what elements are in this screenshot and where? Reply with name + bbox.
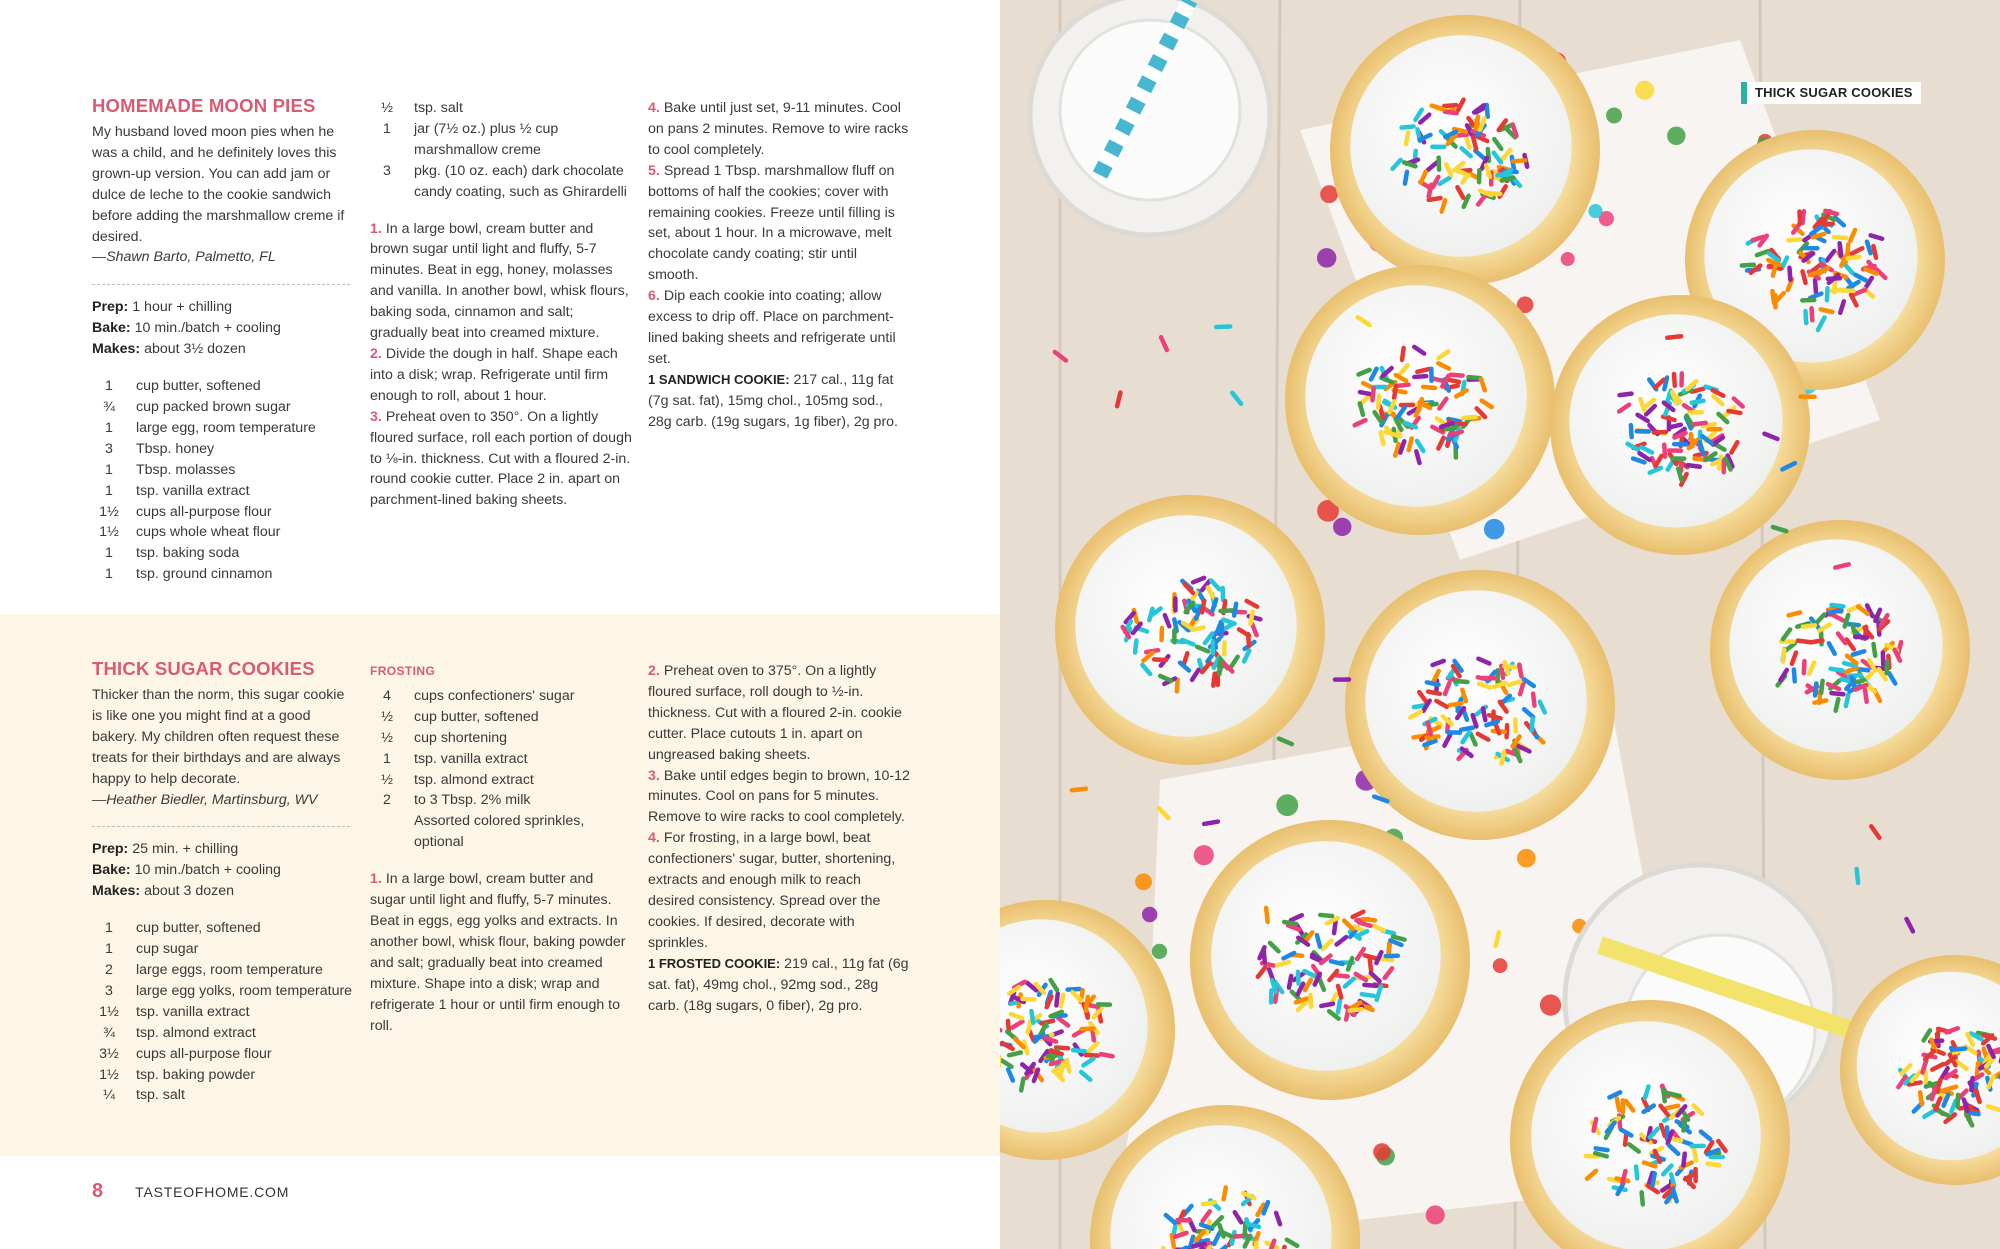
- sprinkle: [1683, 1154, 1684, 1166]
- sprinkle: [1831, 693, 1843, 694]
- ingredient-list: [92, 918, 354, 1106]
- sprinkle: [1405, 172, 1407, 184]
- sprinkle: [1362, 994, 1374, 996]
- ingredient-item: 1½ cups whole wheat flour: [99, 524, 281, 541]
- site-url: TASTEOFHOME.COM: [135, 1183, 290, 1200]
- sprinkle: [1402, 348, 1404, 360]
- bake-time: Bake: 10 min./batch + cooling: [92, 862, 281, 879]
- recipe-step: 3. Preheat oven to 350°. On a lightly floured surface, roll each portion of dough to ⅛-in. thickness. Cut with a floured 2-in. round cookie cutter. Place 2 in. apart on parchment-lined baking sheets.: [370, 408, 632, 509]
- frosting-ingredient-list: [370, 686, 632, 853]
- sprinkle: [1248, 634, 1249, 646]
- sprinkle: [1803, 625, 1815, 626]
- sprinkle: [1427, 682, 1439, 684]
- sprinkle: [1497, 174, 1509, 175]
- recipe-step: 5. Spread 1 Tbsp. marshmallow fluff on bottoms of half the cookies; cover with remaining cookies. Freeze until filling is set, about 1 hour. In a microwave, melt chocolate candy coating; stir until smooth.: [648, 162, 895, 284]
- sprinkle: [1798, 641, 1810, 642]
- sprinkle: [1652, 1173, 1654, 1185]
- sprinkle: [1958, 1095, 1959, 1107]
- sprinkle: [1372, 388, 1373, 400]
- sprinkle: [1363, 919, 1375, 920]
- sprinkle: [1971, 1078, 1972, 1090]
- frosted-cookie: [1710, 520, 1970, 780]
- sprinkle: [1072, 789, 1086, 790]
- sprinkle: [1264, 950, 1265, 962]
- sprinkle: [1488, 193, 1500, 194]
- sprinkle: [1729, 411, 1741, 413]
- sprinkle: [1202, 601, 1204, 613]
- sprinkle: [1692, 401, 1704, 403]
- sprinkle: [1284, 922, 1296, 924]
- napkin-dot: [1276, 794, 1298, 816]
- sprinkle: [1814, 700, 1826, 702]
- frosting-heading: FROSTING: [370, 664, 436, 678]
- sprinkle: [1855, 637, 1867, 638]
- sprinkle: [1688, 465, 1700, 467]
- ingredient-item: 1 Tbsp. molasses: [105, 461, 236, 478]
- sprinkle: [1865, 690, 1867, 702]
- sprinkle: [1846, 694, 1849, 706]
- sprinkle: [1631, 425, 1632, 437]
- recipe-step: 3. Bake until edges begin to brown, 10-12 minutes. Cool on pans for 5 minutes. Remove to wire racks to cool completely.: [648, 767, 910, 826]
- sprinkle: [1394, 386, 1396, 398]
- ingredient-item: 1 tsp. vanilla extract: [383, 750, 528, 767]
- sprinkle: [1977, 1063, 1978, 1075]
- sprinkle: [1898, 642, 1901, 654]
- recipe-step: 4. Bake until just set, 9-11 minutes. Cool on pans 2 minutes. Remove to wire racks to cool completely.: [648, 100, 909, 158]
- sprinkle: [1794, 669, 1795, 681]
- sprinkle: [1360, 392, 1372, 394]
- sprinkle: [1067, 1060, 1070, 1072]
- ingredient-item: 2 large eggs, room temperature: [105, 961, 323, 978]
- recipe-step: 2. Preheat oven to 375°. On a lightly floured surface, roll dough to ½-in. thickness. Cut with a floured 2-in. cookie cutter. Place cutouts 1 in. apart on ungreased baking sheets.: [648, 663, 902, 763]
- sprinkle: [1953, 1048, 1965, 1049]
- napkin-dot: [1317, 248, 1336, 267]
- sprinkle: [1825, 211, 1837, 214]
- sprinkle: [1321, 1004, 1333, 1006]
- nutrition-facts: 1 FROSTED COOKIE: 219 cal., 11g fat (6g sat. fat), 49mg chol., 92mg sod., 28g carb. (18g sugars, 0 fiber), 2g pro.: [648, 955, 909, 1014]
- sprinkle: [1101, 1054, 1113, 1056]
- sprinkle: [1429, 198, 1441, 200]
- napkin-dot: [1540, 994, 1561, 1015]
- sprinkle: [1381, 432, 1384, 444]
- sprinkle: [1360, 403, 1363, 415]
- sprinkle: [1678, 469, 1681, 481]
- sprinkle: [1694, 423, 1706, 425]
- sprinkle: [1359, 922, 1371, 925]
- sprinkle: [1827, 288, 1828, 300]
- sprinkle: [1489, 715, 1501, 718]
- sprinkle: [1834, 237, 1846, 238]
- sprinkle: [1464, 417, 1476, 418]
- ingredient-item: 1 tsp. vanilla extract: [105, 482, 250, 499]
- sugar-cookies-column-3: [648, 661, 910, 1016]
- sprinkle: [1317, 935, 1320, 947]
- sprinkle: [1468, 377, 1480, 378]
- sprinkle: [1451, 375, 1463, 376]
- sprinkle: [1393, 937, 1405, 940]
- sprinkle: [1789, 268, 1790, 280]
- sprinkle: [1666, 1106, 1678, 1108]
- sprinkle: [1456, 681, 1468, 682]
- recipe-title: HOMEMADE MOON PIES: [92, 95, 316, 116]
- sprinkle: [1664, 1089, 1665, 1101]
- sprinkle: [1847, 257, 1859, 259]
- sprinkle: [1154, 659, 1166, 660]
- sprinkle: [1203, 1202, 1215, 1204]
- ingredient-item: 3½ cups all-purpose flour: [99, 1045, 272, 1062]
- napkin-dot: [1194, 845, 1214, 865]
- ingredient-item: 3 Tbsp. honey: [105, 440, 215, 457]
- ingredient-item: ½ cup shortening: [381, 729, 508, 746]
- sprinkle: [1821, 224, 1833, 225]
- sprinkle: [1073, 1050, 1085, 1051]
- sprinkle: [1402, 126, 1414, 127]
- sprinkle: [1812, 308, 1813, 320]
- sprinkle: [1874, 644, 1876, 656]
- sprinkle: [1082, 1028, 1094, 1029]
- sprinkle: [1532, 719, 1533, 731]
- sprinkle: [1669, 425, 1681, 428]
- sprinkle: [1298, 972, 1299, 984]
- recipe-step: 1. In a large bowl, cream butter and sugar until light and fluffy, 5-7 minutes. Beat in eggs, egg yolks and extracts. In another bowl, whisk flour, baking powder and salt; gradually beat into creamed mixture. Shape into a disk; wrap and refrigerate 1 hour or until firm enough to roll.: [370, 871, 626, 1034]
- sprinkle: [1815, 280, 1816, 292]
- ingredient-item: 1 cup sugar: [105, 941, 199, 958]
- sprinkle: [1533, 694, 1534, 706]
- sprinkle: [1708, 1164, 1720, 1166]
- sprinkle: [1742, 265, 1754, 266]
- sprinkle: [1483, 708, 1485, 720]
- sprinkle: [1783, 650, 1784, 662]
- sprinkle: [1832, 290, 1844, 291]
- sprinkle: [1857, 869, 1858, 883]
- ingredient-item: 3 large egg yolks, room temperature: [105, 982, 353, 999]
- sprinkle: [1799, 212, 1800, 224]
- sprinkle: [1804, 661, 1805, 673]
- ingredient-item: ½ tsp. salt: [381, 100, 463, 116]
- page-number: 8: [92, 1180, 104, 1202]
- sprinkle: [1221, 624, 1222, 636]
- sprinkle: [1086, 997, 1088, 1011]
- sprinkle: [1694, 1149, 1696, 1161]
- sprinkle: [1502, 752, 1504, 764]
- sprinkle: [1009, 1053, 1021, 1056]
- sprinkle: [1021, 1079, 1023, 1091]
- sprinkle: [1417, 369, 1429, 372]
- sprinkle: [1461, 728, 1473, 730]
- nutrition-facts: 1 SANDWICH COOKIE: 217 cal., 11g fat (7g sat. fat), 15mg chol., 105mg sod., 28g carb. (19g sugars, 1g fiber), 2g pro.: [648, 371, 898, 430]
- napkin-dot: [1320, 185, 1338, 203]
- ingredient-item: 1½ tsp. baking powder: [99, 1066, 256, 1083]
- recipe-step: 2. Divide the dough in half. Shape each into a disk; wrap. Refrigerate until firm enough to roll, about 1 hour.: [370, 345, 618, 404]
- sprinkle: [1409, 438, 1412, 450]
- napkin-dot: [1152, 944, 1167, 959]
- ingredient-item: 1½ cups all-purpose flour: [99, 503, 272, 520]
- ingredient-list: [92, 376, 354, 585]
- sprinkle: [1803, 271, 1806, 283]
- sprinkle: [1266, 908, 1268, 922]
- sprinkle: [1378, 396, 1379, 408]
- sprinkle: [1428, 723, 1431, 735]
- sprinkle: [1370, 958, 1371, 970]
- ingredient-item: 1 tsp. ground cinnamon: [105, 566, 273, 583]
- napkin-dot: [1588, 204, 1602, 218]
- napkin-dot: [1484, 519, 1505, 540]
- sprinkle: [1444, 105, 1456, 106]
- sprinkle: [1193, 1244, 1205, 1247]
- photo-caption-tag: THICK SUGAR COOKIES: [1741, 82, 1921, 104]
- ingredient-item: 4 cups confectioners' sugar: [383, 687, 575, 704]
- sprinkle: [1350, 1009, 1362, 1010]
- sprinkle: [1668, 1093, 1680, 1096]
- napkin-dot: [1333, 518, 1351, 536]
- sprinkle: [1331, 961, 1343, 964]
- sprinkle: [1389, 943, 1390, 955]
- sprinkle: [1617, 1099, 1619, 1111]
- napkin-dot: [1667, 127, 1685, 145]
- sprinkle: [1667, 336, 1681, 337]
- sprinkle: [1406, 132, 1408, 144]
- ingredient-item: ½ tsp. almond extract: [381, 771, 534, 788]
- sprinkle: [1428, 692, 1440, 694]
- sprinkle: [1204, 822, 1218, 824]
- sprinkle: [1414, 376, 1426, 377]
- sprinkle: [1364, 985, 1376, 986]
- sprinkle: [1773, 264, 1776, 276]
- sprinkle: [1828, 278, 1840, 279]
- sprinkle: [1886, 661, 1887, 673]
- sprinkle: [1636, 1166, 1637, 1178]
- sprinkle: [1245, 1224, 1246, 1236]
- moon-pies-column-2: [370, 98, 632, 511]
- ingredient-item: 2 to 3 Tbsp. 2% milk: [383, 792, 531, 809]
- sprinkle: [1789, 612, 1801, 615]
- ingredient-item: ¼ tsp. salt: [103, 1087, 185, 1104]
- ingredient-item: ¾ tsp. almond extract: [103, 1024, 256, 1041]
- ingredient-item: 1 large egg, room temperature: [105, 419, 316, 436]
- sprinkle: [1416, 451, 1419, 463]
- sugar-cookies-column-1: [92, 657, 354, 1106]
- sprinkle: [1909, 1082, 1921, 1084]
- napkin-dot: [1606, 107, 1622, 123]
- cookies-photo: [1000, 0, 2000, 1249]
- sprinkle: [1380, 406, 1383, 418]
- moon-pies-column-1: [92, 94, 354, 585]
- sprinkle: [1320, 915, 1332, 916]
- sprinkle: [1513, 160, 1525, 161]
- sprinkle: [1310, 995, 1311, 1007]
- napkin-dot: [1373, 1143, 1391, 1161]
- milk-glass: [1030, 0, 1270, 235]
- napkin-dot: [1142, 907, 1157, 922]
- sprinkle: [1836, 699, 1839, 711]
- sprinkle: [1247, 1224, 1259, 1227]
- sprinkle: [1674, 374, 1675, 386]
- napkin-dot: [1561, 252, 1575, 266]
- sprinkle: [1840, 243, 1842, 255]
- sprinkle: [1397, 385, 1409, 386]
- sprinkle: [1821, 681, 1822, 693]
- page-footer: [92, 1180, 289, 1203]
- sprinkle: [1031, 1011, 1033, 1023]
- sprinkle: [1692, 389, 1704, 392]
- yield: Makes: about 3 dozen: [92, 883, 234, 900]
- sprinkle: [1803, 211, 1804, 223]
- sprinkle: [1336, 975, 1348, 976]
- sprinkle: [1496, 932, 1499, 946]
- sprinkle: [1683, 1119, 1685, 1131]
- divider: [92, 826, 350, 827]
- prep-time: Prep: 25 min. + chilling: [92, 841, 239, 858]
- sprinkle: [1476, 117, 1478, 129]
- ingredient-item: Assorted colored sprinkles, optional: [414, 813, 585, 851]
- sprinkle: [1445, 112, 1457, 114]
- sprinkle: [1450, 703, 1462, 705]
- sprinkle: [1386, 432, 1398, 435]
- sprinkle: [1642, 1192, 1643, 1204]
- sprinkle: [1135, 641, 1136, 653]
- ingredient-item: 1 jar (7½ oz.) plus ½ cup marshmallow creme: [383, 120, 559, 158]
- sprinkle: [1664, 445, 1665, 457]
- sugar-cookies-column-2: [370, 661, 632, 1036]
- sprinkle: [1925, 1071, 1926, 1083]
- sprinkle: [1821, 309, 1833, 312]
- sprinkle: [1473, 137, 1476, 149]
- sprinkle: [1596, 1148, 1608, 1150]
- sprinkle: [1068, 989, 1080, 990]
- sprinkle: [1380, 958, 1392, 960]
- ingredient-item: 3 pkg. (10 oz. each) dark chocolate candy coating, such as Ghirardelli: [383, 162, 627, 200]
- sprinkle: [1334, 921, 1336, 933]
- recipe-byline: —Shawn Barto, Palmetto, FL: [92, 249, 276, 266]
- recipe-byline: —Heather Biedler, Martinsburg, WV: [92, 791, 318, 808]
- sprinkle: [1623, 1171, 1626, 1183]
- napkin-dot: [1635, 81, 1654, 100]
- napkin-dot: [1426, 1205, 1445, 1224]
- sprinkle: [1595, 1153, 1607, 1156]
- sprinkle: [1277, 962, 1289, 965]
- sprinkle: [1502, 178, 1514, 181]
- sprinkle: [1177, 679, 1178, 691]
- sprinkle: [1338, 1001, 1340, 1013]
- sprinkle: [1620, 394, 1632, 396]
- recipe-intro: Thicker than the norm, this sugar cookie is like one you might find at a good bakery. My children often request these treats for their birthdays and are always happy to help decorate.: [92, 687, 345, 787]
- bake-time: Bake: 10 min./batch + cooling: [92, 320, 281, 337]
- napkin-dot: [1493, 958, 1508, 973]
- sprinkle: [1022, 999, 1034, 1000]
- sprinkle: [1423, 387, 1435, 388]
- sprinkle: [1234, 604, 1236, 616]
- sprinkle: [1815, 683, 1816, 695]
- sprinkle: [1256, 1243, 1257, 1249]
- sprinkle: [1224, 1187, 1226, 1199]
- ingredient-item: 1½ tsp. vanilla extract: [99, 1003, 250, 1020]
- sprinkle: [1811, 640, 1823, 642]
- sprinkle: [1446, 428, 1458, 429]
- ingredient-list: [370, 98, 632, 203]
- recipe-step: 1. In a large bowl, cream butter and brown sugar until light and fluffy, 5-7 minutes. Beat in egg, honey, molasses and vanilla. In another bowl, whisk flours, baking soda, cinnamon and salt; gradually beat into creamed mixture.: [370, 220, 629, 342]
- sprinkle: [1831, 605, 1843, 606]
- divider: [92, 284, 350, 285]
- ingredient-item: ½ cup butter, softened: [381, 708, 539, 725]
- napkin-dot: [1135, 873, 1152, 890]
- sprinkle: [1289, 976, 1291, 988]
- sprinkle: [1149, 609, 1152, 621]
- sprinkle: [1338, 986, 1341, 998]
- recipe-title: THICK SUGAR COOKIES: [92, 658, 315, 679]
- sprinkle: [1788, 239, 1800, 240]
- sprinkle: [1487, 105, 1488, 117]
- ingredient-item: 1 tsp. baking soda: [105, 545, 240, 562]
- moon-pies-column-3: [648, 98, 910, 433]
- ingredient-item: ¾ cup packed brown sugar: [103, 398, 291, 415]
- sprinkle: [1213, 674, 1215, 686]
- sprinkle: [1220, 610, 1232, 611]
- sprinkle: [1831, 669, 1843, 671]
- sprinkle: [1365, 955, 1377, 958]
- prep-time: Prep: 1 hour + chilling: [92, 299, 232, 316]
- sprinkle: [1873, 246, 1876, 258]
- sprinkle: [1432, 378, 1444, 381]
- ingredient-item: 1 cup butter, softened: [105, 920, 261, 937]
- sprinkle: [1805, 311, 1806, 323]
- recipe-intro: My husband loved moon pies when he was a child, and he definitely loves this grown-up version. You can add jam or dulce de leche to the cookie sandwich before adding the marshmallow creme if desired.: [92, 124, 345, 245]
- sprinkle: [1920, 1092, 1922, 1104]
- ingredient-item: 1 cup butter, softened: [105, 378, 261, 395]
- sprinkle: [1594, 1119, 1597, 1131]
- sprinkle: [1519, 665, 1521, 677]
- sprinkle: [1056, 994, 1057, 1006]
- napkin-dot: [1517, 849, 1536, 868]
- recipe-step: 6. Dip each cookie into coating; allow excess to drip off. Place on parchment-lined baking sheets and refrigerate until set.: [648, 288, 896, 367]
- recipe-step: 4. For frosting, in a large bowl, beat confectioners' sugar, butter, shortening, extracts and enough milk to reach desired consistency. Spread over the cookies. If desired, decorate with sprinkles.: [648, 830, 896, 951]
- sprinkle: [1250, 612, 1252, 624]
- sprinkle: [1086, 1055, 1098, 1056]
- yield: Makes: about 3½ dozen: [92, 341, 246, 358]
- sprinkle: [1830, 610, 1842, 612]
- sprinkle: [1447, 380, 1459, 382]
- sprinkle: [1061, 995, 1063, 1007]
- sprinkle: [1835, 564, 1849, 567]
